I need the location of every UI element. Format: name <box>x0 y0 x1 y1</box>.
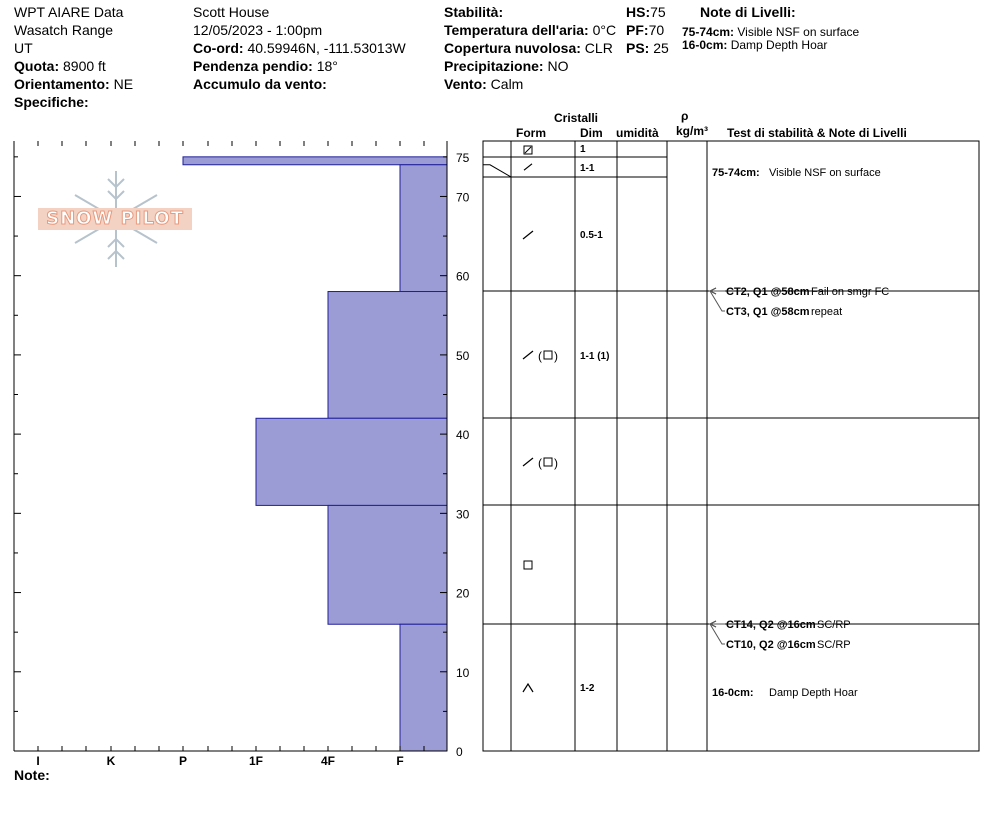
cloud-cover-value: CLR <box>584 40 613 56</box>
y-tick-label: 20 <box>456 586 470 601</box>
hardness-bar <box>328 292 447 419</box>
slope-value: 18° <box>316 58 338 74</box>
grain-size-label: 1 <box>580 144 586 155</box>
precip-label: Precipitazione: <box>444 58 544 74</box>
faceted-crystal-icon <box>544 351 552 359</box>
hardness-bar <box>183 157 447 165</box>
stability-test-name: CT2, Q1 @58cm <box>726 286 810 298</box>
test-arrow <box>710 624 725 644</box>
grain-size-label: 1-2 <box>580 683 595 694</box>
faceted-crystal-icon <box>524 561 532 569</box>
logo-text: SNOW PILOT <box>38 208 192 230</box>
specifiche-label: Specifiche: <box>14 94 89 110</box>
layer-note-depth: 75-74cm: <box>712 167 760 179</box>
stability-test-result: SC/RP <box>817 639 851 651</box>
decomposing-fragments-icon <box>524 164 532 170</box>
pf-label: PF: <box>626 22 649 38</box>
stability-label: Stabilità: <box>444 4 504 20</box>
grain-size-label: 1-1 (1) <box>580 351 610 362</box>
location-name: Scott House <box>193 4 270 20</box>
hardness-bar <box>328 505 447 624</box>
header-note-text: Damp Depth Hoar <box>730 38 828 52</box>
hardness-bar <box>256 418 447 505</box>
y-tick-label: 10 <box>456 665 470 680</box>
y-tick-label: 40 <box>456 428 470 443</box>
hardness-bar <box>400 624 447 751</box>
pf-value: 70 <box>648 22 665 38</box>
density-unit-header: kg/m³ <box>676 124 709 138</box>
paren-right: ) <box>554 456 558 470</box>
x-tick-label: P <box>178 754 188 768</box>
grain-size-label: 1-1 <box>580 163 595 174</box>
decomposing-fragments-icon <box>523 351 533 359</box>
hs-value: 75 <box>650 4 666 20</box>
header-note-depth: 16-0cm: <box>682 38 728 52</box>
stability-test-result: repeat <box>811 306 843 318</box>
x-tick-label: F <box>396 754 404 768</box>
ps-value: 25 <box>653 40 669 56</box>
stability-test-name: CT10, Q2 @16cm <box>726 639 816 651</box>
header-note-depth: 75-74cm: <box>682 25 735 39</box>
layer-connector <box>483 165 511 177</box>
orientation-label: Orientamento: <box>14 76 110 92</box>
tests-notes-header: Test di stabilità & Note di Livelli <box>727 126 907 140</box>
layer-note-text: Damp Depth Hoar <box>769 687 858 699</box>
form-header: Form <box>516 126 546 140</box>
decomposing-fragments-icon <box>523 458 533 466</box>
layer-note-depth: 16-0cm: <box>712 687 754 699</box>
x-tick-label: 1F <box>248 754 264 768</box>
note-label: Note: <box>14 767 50 783</box>
x-tick-label: I <box>36 754 40 768</box>
orientation-value: NE <box>113 76 134 92</box>
layer-note-text: Visible NSF on surface <box>769 167 881 179</box>
faceted-crystal-icon <box>544 458 552 466</box>
cristalli-header: Cristalli <box>554 111 599 125</box>
coord-label: Co-ord: <box>193 40 244 56</box>
quota-label: Quota: <box>14 58 60 74</box>
depth-hoar-icon <box>523 684 533 692</box>
hardness-bar <box>400 165 447 292</box>
coord-value: 40.59946N, -111.53013W <box>247 40 406 56</box>
org-name: WPT AIARE Data <box>14 4 124 20</box>
y-tick-label: 75 <box>456 150 470 165</box>
dim-header: Dim <box>580 126 603 140</box>
test-arrow <box>710 291 725 311</box>
paren-right: ) <box>554 349 558 363</box>
y-tick-label: 70 <box>456 190 470 205</box>
layer-notes-title: Note di Livelli: <box>700 4 796 20</box>
ps-label: PS: <box>626 40 650 56</box>
state-name: UT <box>14 40 33 56</box>
grain-size-label: 0.5-1 <box>580 230 603 241</box>
paren-left: ( <box>538 456 542 470</box>
stability-test-result: Fail on smgr FC <box>811 286 890 298</box>
air-temp-value: 0°C <box>592 22 617 38</box>
slope-label: Pendenza pendio: <box>193 58 313 74</box>
decomposing-fragments-icon <box>523 231 533 239</box>
y-tick-label: 50 <box>456 348 470 363</box>
profile-table-border <box>483 141 979 751</box>
precip-slash-icon <box>525 147 531 153</box>
wind-value: Calm <box>490 76 524 92</box>
range-name: Wasatch Range <box>14 22 114 38</box>
moisture-header: umidità <box>616 126 659 140</box>
x-tick-label: 4F <box>320 754 336 768</box>
stability-test-result: SC/RP <box>817 619 851 631</box>
precip-value: NO <box>547 58 569 74</box>
stability-test-name: CT14, Q2 @16cm <box>726 619 816 631</box>
rho-header: ρ <box>681 109 689 123</box>
cloud-cover-label: Copertura nuvolosa: <box>444 40 581 56</box>
x-tick-label: K <box>106 754 116 768</box>
header-note-text: Visible NSF on surface <box>737 25 860 39</box>
stability-test-name: CT3, Q1 @58cm <box>726 306 810 318</box>
wind-loading-label: Accumulo da vento: <box>193 76 327 92</box>
datetime: 12/05/2023 - 1:00pm <box>193 22 323 38</box>
y-tick-label: 60 <box>456 269 470 284</box>
quota-value: 8900 ft <box>63 58 106 74</box>
hs-label: HS: <box>626 4 651 20</box>
y-tick-label: 30 <box>456 507 470 522</box>
y-tick-label: 0 <box>456 745 463 759</box>
wind-label: Vento: <box>444 76 487 92</box>
paren-left: ( <box>538 349 542 363</box>
air-temp-label: Temperatura dell'aria: <box>444 22 589 38</box>
